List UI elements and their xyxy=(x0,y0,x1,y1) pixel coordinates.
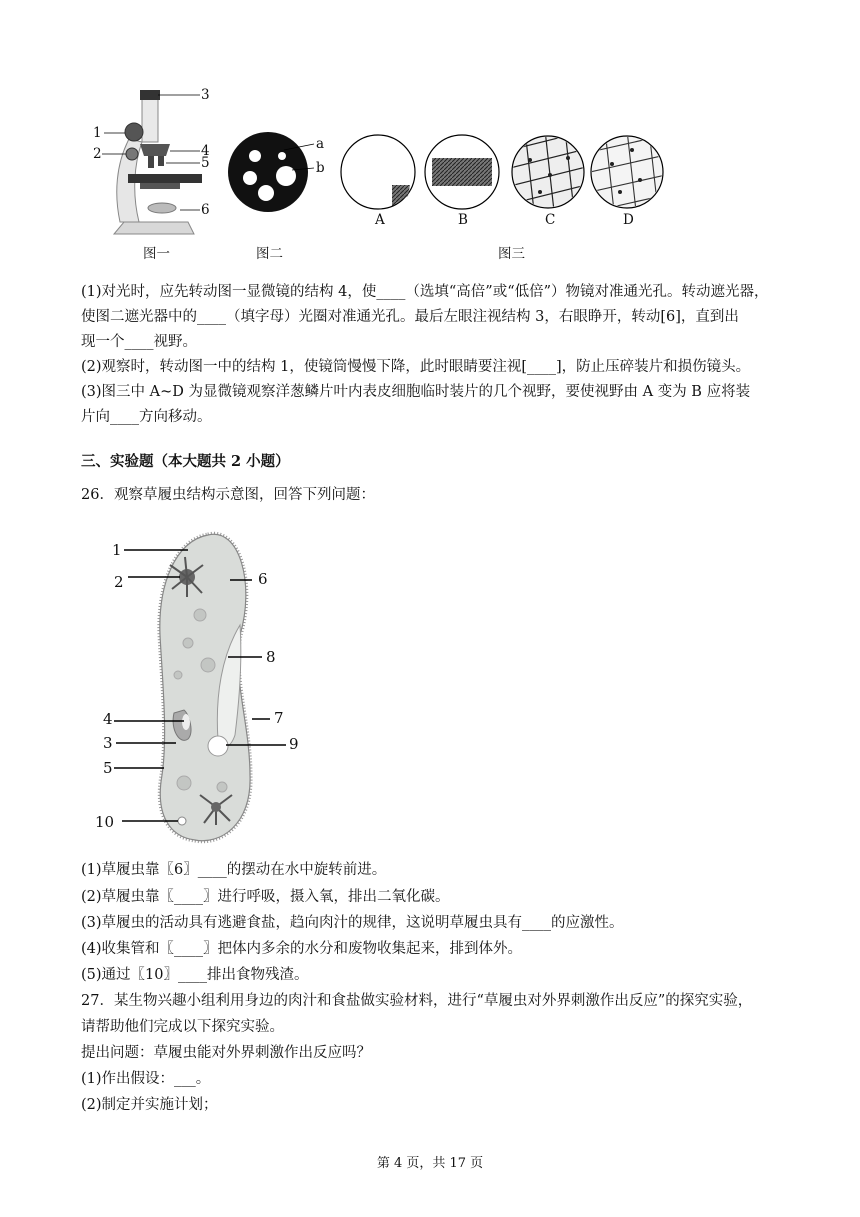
q27-line-5: (2)制定并实施计划； xyxy=(81,1097,218,1113)
q27-line-3: 提出问题：草履虫能对外界刺激作出反应吗？ xyxy=(81,1045,371,1061)
fig3-label-b: B xyxy=(458,212,468,228)
fig3-label-d: D xyxy=(623,212,634,228)
q26-line-4: (4)收集管和〖____〗把体内多余的水分和废物收集起来，排到体外。 xyxy=(81,941,523,957)
q27-line-1: 27．某生物兴趣小组利用身边的肉汁和食盐做实验材料，进行“草履虫对外界刺激作出反应”的探究实验， xyxy=(81,993,753,1009)
q27-line-2: 请帮助他们完成以下探究实验。 xyxy=(81,1019,284,1035)
q25-line-3: 现一个____视野。 xyxy=(81,334,197,350)
figure-caption-1: 图一 xyxy=(143,246,170,262)
q25-line-4: (2)观察时，转动图一中的结构 1，使镜筒慢慢下降，此时眼睛要注视[____]，防止压碎装片和损伤镜头。 xyxy=(81,359,751,375)
paramecium-label-4: 4 xyxy=(103,710,113,728)
fig3-label-a: A xyxy=(375,212,385,228)
q26-stem: 26．观察草履虫结构示意图，回答下列问题： xyxy=(81,487,375,503)
q26-line-5: (5)通过〖10〗____排出食物残渣。 xyxy=(81,967,309,983)
fig1-label-6: 6 xyxy=(201,202,210,218)
fig1-label-2: 2 xyxy=(93,146,102,162)
figure-caption-2: 图二 xyxy=(256,246,283,262)
section-title: 三、实验题（本大题共 2 小题） xyxy=(81,453,290,470)
q27-line-4: (1)作出假设：___。 xyxy=(81,1071,211,1087)
q25-line-6: 片向____方向移动。 xyxy=(81,409,212,425)
q26-line-1: (1)草履虫靠〖6〗____的摆动在水中旋转前进。 xyxy=(81,862,387,878)
q26-line-3: (3)草履虫的活动具有逃避食盐，趋向肉汁的规律，这说明草履虫具有____的应激性。 xyxy=(81,915,624,931)
diaphragm-figure xyxy=(226,130,326,214)
page-footer: 第 4 页，共 17 页 xyxy=(376,1156,484,1171)
paramecium-label-10: 10 xyxy=(95,813,115,831)
microscope-figure xyxy=(84,84,214,244)
fig1-label-4: 4 xyxy=(201,143,210,159)
paramecium-label-5: 5 xyxy=(103,759,113,777)
q26-line-2: (2)草履虫靠〖____〗进行呼吸，摄入氧，排出二氧化碳。 xyxy=(81,889,450,905)
q25-line-5: (3)图三中 A~D 为显微镜观察洋葱鳞片叶内表皮细胞临时装片的几个视野，要使视野由 A 变为 B 应将装 xyxy=(81,384,751,400)
fig3-label-c: C xyxy=(545,212,556,228)
paramecium-label-8: 8 xyxy=(266,648,276,666)
paramecium-label-1: 1 xyxy=(112,541,122,559)
field-of-view-figure xyxy=(340,130,670,214)
paramecium-label-9: 9 xyxy=(289,735,299,753)
q25-line-2: 使图二遮光器中的____（填字母）光圈对准通光孔。最后左眼注视结构 3，右眼睁开，转动[6]，直到出 xyxy=(81,309,739,325)
q25-line-1: (1)对光时，应先转动图一显微镜的结构 4，使____（选填“高倍”或“低倍”）物镜对准通光孔。转动遮光器， xyxy=(81,284,769,300)
fig1-label-3: 3 xyxy=(201,87,210,103)
figure-caption-3: 图三 xyxy=(498,246,525,262)
fig1-label-1: 1 xyxy=(93,125,102,141)
paramecium-label-7: 7 xyxy=(274,709,284,727)
fig1-label-5: 5 xyxy=(201,155,210,171)
paramecium-label-3: 3 xyxy=(103,734,113,752)
paramecium-label-6: 6 xyxy=(258,570,268,588)
fig2-label-b: b xyxy=(316,160,325,176)
fig2-label-a: a xyxy=(316,136,325,152)
paramecium-label-2: 2 xyxy=(114,573,124,591)
